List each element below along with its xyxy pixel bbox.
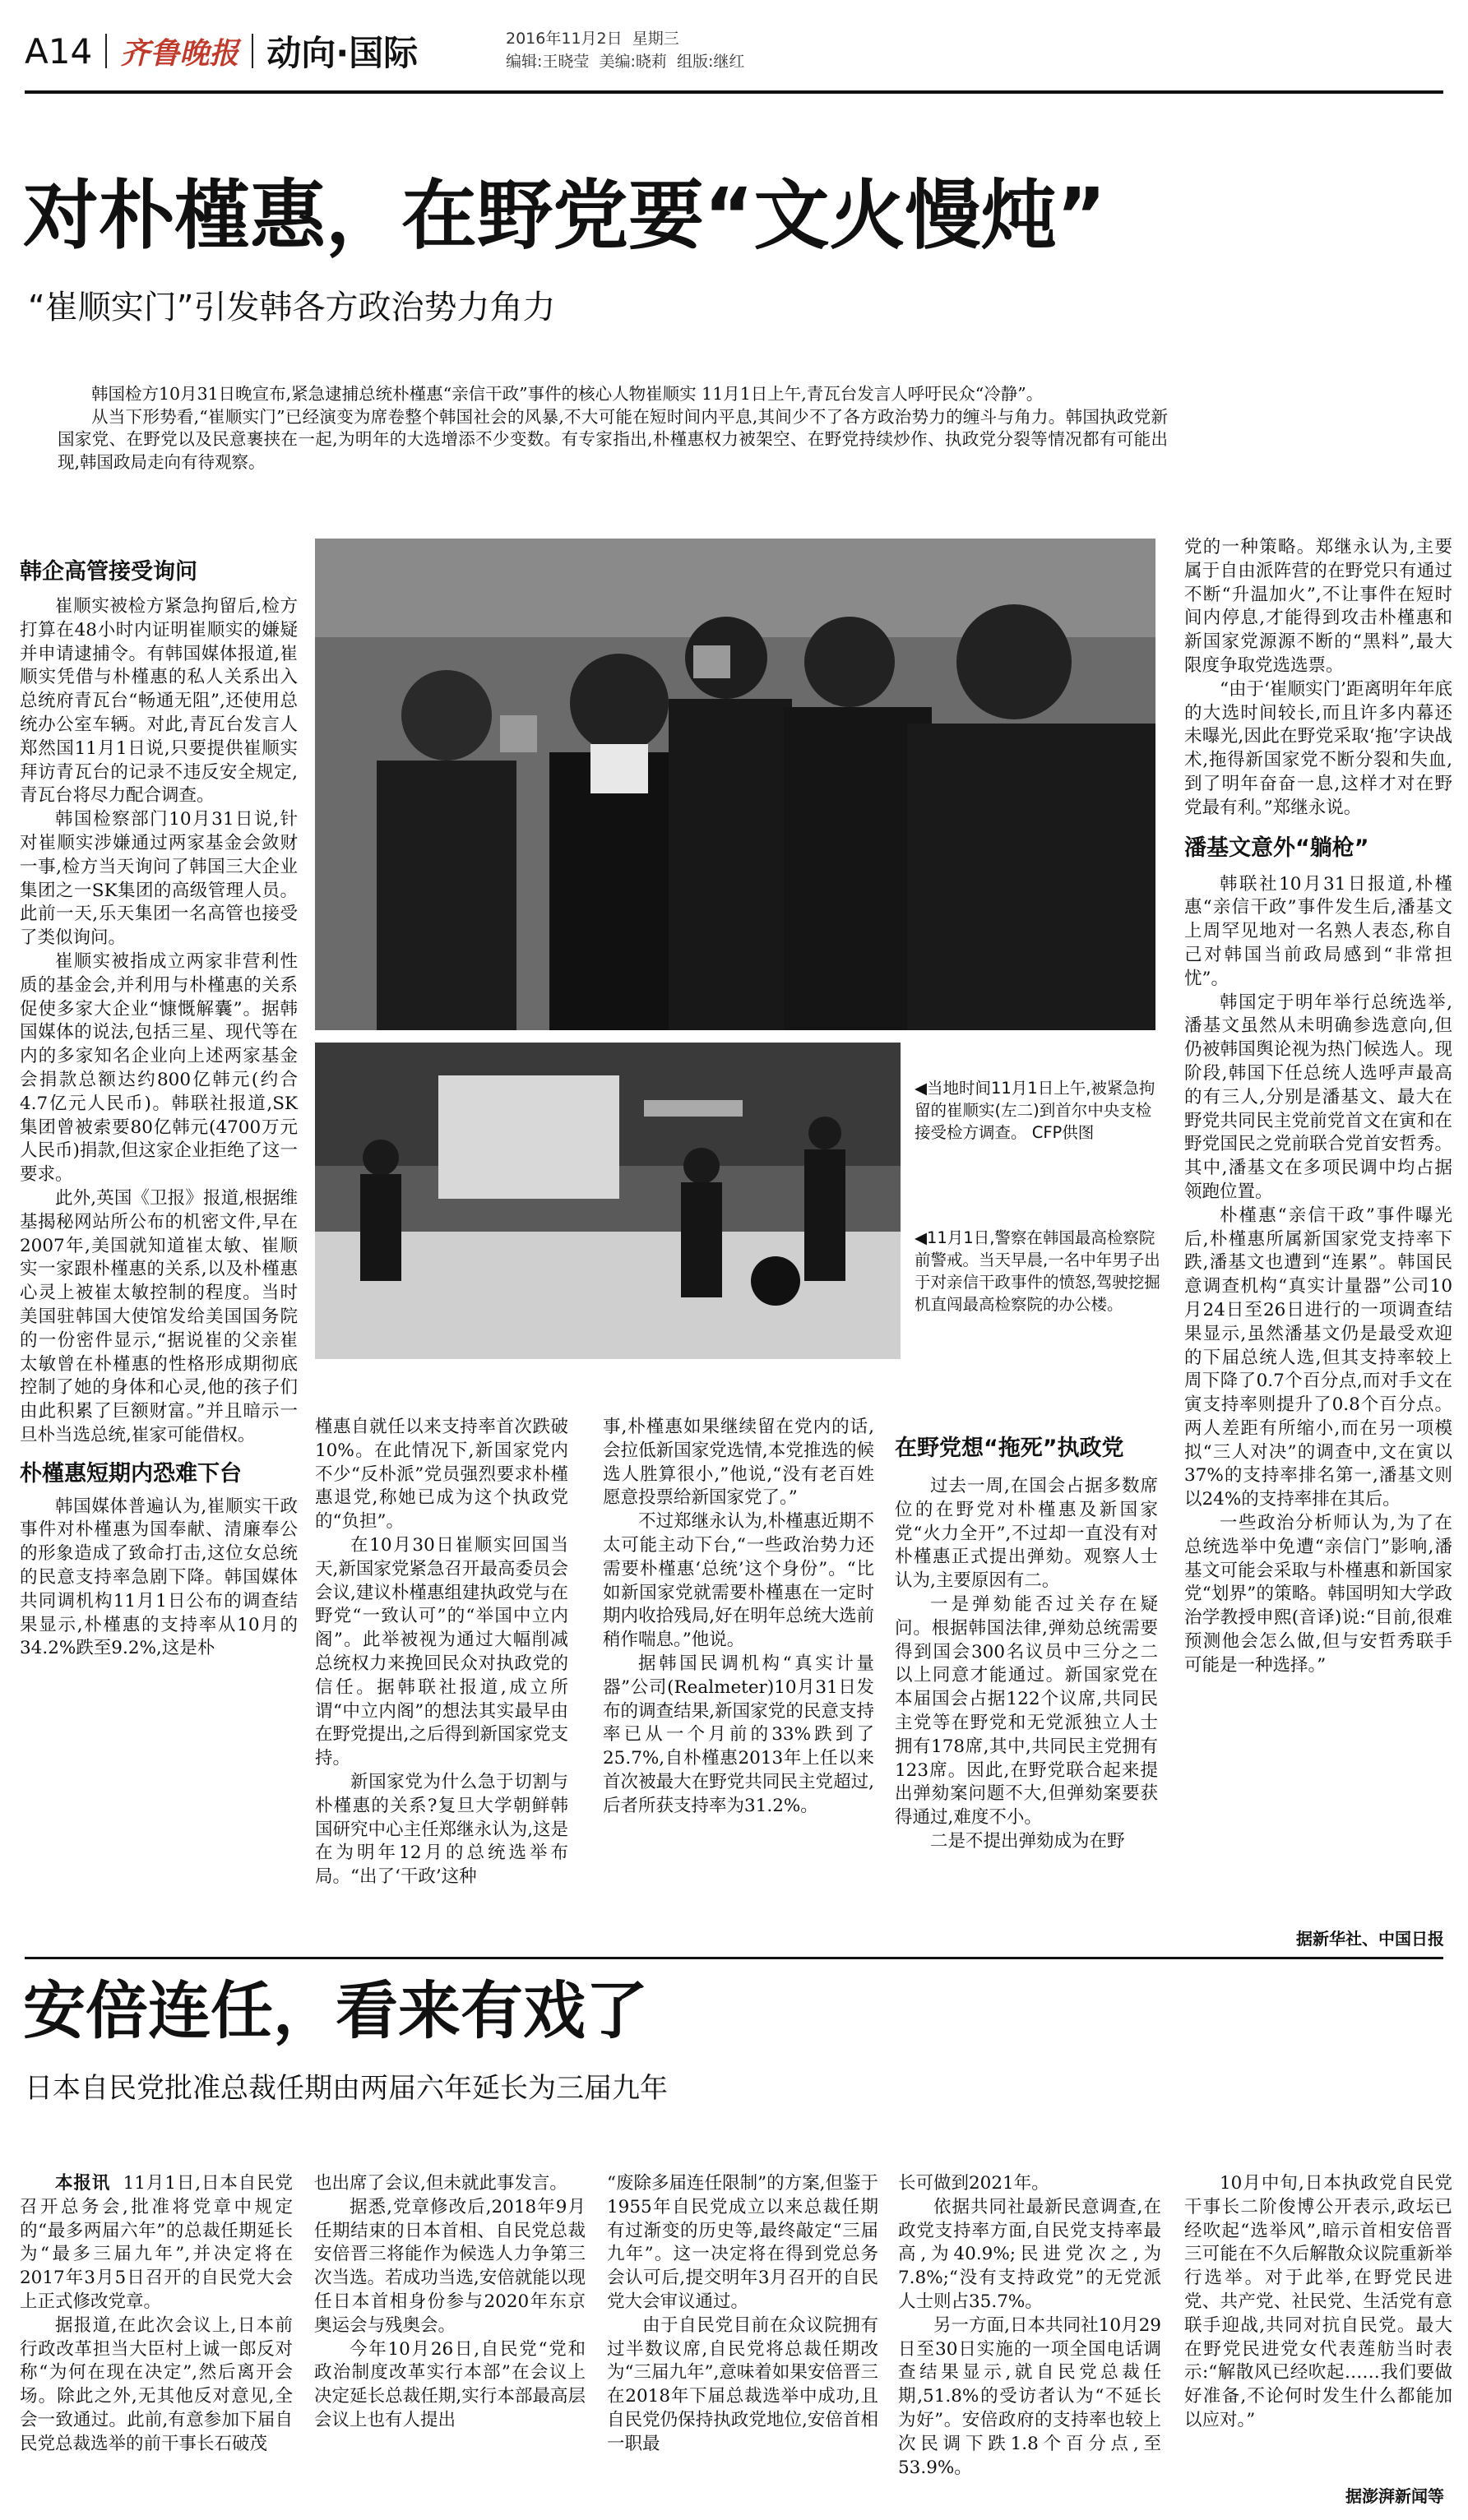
subheading: 在野党想“拖死”执政党 (895, 1436, 1124, 1461)
photo-arrest-image (315, 539, 1155, 1030)
header-rule (25, 90, 1443, 94)
source-credit: 据新华社、中国日报 (1296, 1929, 1444, 1949)
column-4: 在野党想“拖死”执政党 过去一周,在国会占据多数席位的在野党对朴槿惠及新国家党“火力全开”,不过却一直没有对朴槿惠正式提出弹劾。观察人士认为,主要原因有二。 一是弹劾能否过关存在疑问。根据韩国法律,弹劾总统需要得到国会300名议员中三分之二以上同意才能通过。新国家党在本届国会占据122个议席,共同民主党等在野党和无党派独立人士拥有178席,其中,共同民主党拥有123席。因此,在野党联合起来提出弹劾案问题不大,但弹劾案要获得通过,难度不小。 二是不提出弹劾成为在野 (895, 1432, 1158, 1854)
section-title: 动向·国际 (266, 33, 419, 73)
column-3: 事,朴槿惠如果继续留在党内的话,会拉低新国家党选情,本党推选的候选人胜算很小,”他说,“没有老百姓愿意投票给新国家党了。” 不过郑继永认为,朴槿惠近期不太可能主动下台,“一些政治势力还需要朴槿惠‘总统’这个身份”。“比如新国家党就需要朴槿惠在一定时期内收拾残局,好在明年总统大选前稍作喘息。”他说。 据韩国民调机构“真实计量器”公司(Realmeter)10月31日发布的调查结果,新国家党的民意支持率已从一个月前的33%跌到了25.7%,自朴槿惠2013年上任以来首次被最大在野党共同民主党超过,后者所获支持率为31.2%。 (603, 1417, 874, 1816)
column-2: 槿惠自就任以来支持率首次跌破10%。在此情况下,新国家党内不少“反朴派”党员强烈要求朴槿惠退党,称她已成为这个执政党的“负担”。 在10月30日崔顺实回国当天,新国家党紧急召开最高委员会会议,建议朴槿惠组建执政党与在野党“一致认可”的“举国中立内阁”。此举被视为通过大幅削减总统权力来挽回民众对执政党的信任。据韩联社报道,成立所谓“中立内阁”的想法其实最早由在野党提出,之后得到新国家党支持。 新国家党为什么急于切割与朴槿惠的关系?复旦大学朝鲜韩国研究中心主任郑继永认为,这是在为明年12月的总统选举布局。“出了‘干政’这种 (315, 1417, 568, 1888)
source-credit-2: 据澎湃新闻等 (1345, 2486, 1444, 2506)
headline-2: 安倍连任，看来有戏了 (23, 1974, 648, 2047)
issue-date: 2016年11月2日 星期三 (506, 30, 679, 48)
photo-caption-1: ◀当地时间11月1日上午,被紧急拘留的崔顺实(左二)到首尔中央支检接受检方调查。 CFP供图 (915, 1079, 1155, 1142)
photo-excavator-image (315, 1043, 901, 1359)
editor-credits: 编辑:王晓莹 美编:晓莉 组版:继红 (506, 53, 745, 71)
column-2-3: “废除多届连任限制”的方案,但鉴于1955年自民党成立以来总裁任期有过渐变的历史等,最终敲定“三届九年”。这一决定将在得到党总务会认可后,提交明年3月召开的自民党大会审议通过。 由于自民党目前在众议院拥有过半数议席,自民党将总裁任期改为“三届九年”,意味着如果安倍晋三在2018年下届总裁选举中成功,且自民党仍保持执政党地位,安倍首相一职最 (607, 2173, 878, 2454)
newspaper-logo: 齐鲁晚报 (120, 35, 239, 71)
divider (252, 34, 253, 68)
divider (105, 34, 107, 68)
column-2-1: 本报讯 11月1日,日本自民党召开总务会,批准将党章中规定的“最多两届六年”的总裁任期延长为“最多三届九年”,并决定将在2017年3月5日召开的自民党大会上正式修改党章。 据报道,在此次会议上,日本前行政改革担当大臣村上诚一郎反对称“为何在现在决定”,然后离开会场。除此之外,无其他反对意见,全会一致通过。此前,有意参加下届自民党总裁选举的前干事长石破茂 (20, 2173, 293, 2454)
story-intro: 韩国检方10月31日晚宣布,紧急逮捕总统朴槿惠“亲信干政”事件的核心人物崔顺实 11月1日上午,青瓦台发言人呼吁民众“冷静”。 从当下形势看,“崔顺实门”已经演变为席卷整个韩国社会的风暴,不大可能在短时间内平息,其间少不了各方政治势力的缠斗与角力。韩国执政党新国家党、在野党以及民意裹挟在一起,为明年的大选增添不少变数。有专家指出,朴槿惠权力被架空、在野党持续炒作、执政党分裂等情况都有可能出现,韩国政局走向有待观察。 (58, 384, 1168, 472)
subheading: 潘基文意外“躺枪” (1184, 835, 1369, 861)
page-number: A14 (25, 30, 93, 72)
subheading: 朴槿惠短期内恐难下台 (20, 1460, 242, 1487)
column-5: 党的一种策略。郑继永认为,主要属于自由派阵营的在野党只有通过不断“升温加火”,不让事件在短时间内停息,才能得到攻击朴槿惠和新国家党源源不断的“黑料”,最大限度争取党选选票。 “由于‘崔顺实门’距离明年年底的大选时间较长,而且许多内幕还未曝光,因此在野党采取‘拖’字诀战术,拖得新国家党不断分裂和失血,到了明年奋奋一息,这样才对在野党最有利。”郑继永说。 潘基文意外“躺枪” 韩联社10月31日报道,朴槿惠“亲信干政”事件发生后,潘基文上周罕见地对一名熟人表态,称自己对韩国当前政局感到“非常担忧”。 韩国定于明年举行总统选举,潘基文虽然从未明确参选意向,但仍被韩国舆论视为热门候选人。现阶段,韩国下任总统人选呼声最高的有三人,分别是潘基文、最大在野党共同民主党前党首文在寅和在野党国民之党前联合党首安哲秀。其中,潘基文在多项民调中均占据领跑位置。 朴槿惠“亲信干政”事件曝光后,朴槿惠所属新国家党支持率下跌,潘基文也遭到“连累”。韩国民意调查机构“真实计量器”公司10月24日至26日进行的一项调查结果显示,虽然潘基文仍是最受欢迎的下届总统人选,但其支持率较上周下降了0.7个百分点,而对手文在寅支持率则提升了0.8个百分点。两人差距有所缩小,而在另一项模拟“三人对决”的调查中,文在寅以37%的支持率排名第一,潘基文则以24%的支持率排在其后。 一些政治分析师认为,为了在总统选举中免遭“亲信门”影响,潘基文可能会采取与朴槿惠和新国家党“划界”的策略。韩国明知大学政治学教授申熙(音译)说:“目前,很难预测他会怎么做,但与安哲秀联手可能是一种选择。” (1184, 537, 1452, 1676)
story-divider (25, 1957, 1443, 1959)
byline: 本报讯 (55, 2173, 111, 2194)
photo-excavator (315, 1043, 901, 1359)
photo-arrest (315, 539, 1155, 1030)
column-1: 韩企高管接受询问 崔顺实被检方紧急拘留后,检方打算在48小时内证明崔顺实的嫌疑并申请逮捕令。有韩国媒体报道,崔顺实凭借与朴槿惠的私人关系出入总统府青瓦台“畅通无阻”,还使用总统办公室车辆。对此,青瓦台发言人郑然国11月1日说,只要提供崔顺实拜访青瓦台的记录不违反安全规定,青瓦台将尽力配合调查。 韩国检察部门10月31日说,针对崔顺实涉嫌通过两家基金会敛财一事,检方当天询问了韩国三大企业集团之一SK集团的高级管理人员。此前一天,乐天集团一名高管也接受了类似询问。 崔顺实被指成立两家非营利性质的基金会,并利用与朴槿惠的关系促使多家大企业“慷慨解囊”。据韩国媒体的说法,包括三星、现代等在内的多家知名企业向上述两家基金会捐款总额达约800亿韩元(约合4.7亿元人民币)。韩联社报道,SK集团曾被索要80亿韩元(4700万元人民币)捐款,但这家企业拒绝了这一要求。 此外,英国《卫报》报道,根据维基揭秘网站所公布的机密文件,早在2007年,美国就知道崔太敏、崔顺实一家跟朴槿惠的关系,以及朴槿惠心灵上被崔太敏控制的程度。当时美国驻韩国大使馆发给美国国务院的一份密件显示,“据说崔的父亲崔太敏曾在朴槿惠的性格形成期彻底控制了她的身体和心灵,他的孩子们由此积累了巨额财富。”并且暗示一旦朴当选总统,崔家可能借权。 朴槿惠短期内恐难下台 韩国媒体普遍认为,崔顺实干政事件对朴槿惠为国奉献、清廉奉公的形象造成了致命打击,这位女总统的民意支持率急剧下降。韩国媒体共同调机构11月1日公布的调查结果显示,朴槿惠的支持率从10月的34.2%跌至9.2%,这是朴 (20, 556, 298, 1661)
subheadline: “崔顺实门”引发韩各方政治势力角力 (28, 289, 556, 326)
headline: 对朴槿惠，在野党要“文火慢炖” (23, 172, 1106, 260)
photo-caption-2: ◀11月1日,警察在韩国最高检察院前警戒。当天早晨,一名中年男子出于对亲信干政事件的愤怒,驾驶挖掘机直闯最高检察院的办公楼。 (915, 1228, 1160, 1314)
column-2-4: 长可做到2021年。 依据共同社最新民意调查,在政党支持率方面,自民党支持率最高,为40.9%;民进党次之,为7.8%;“没有支持政党”的无党派人士则占35.7%。 另一方面,日本共同社10月29日至30日实施的一项全国电话调查结果显示,就自民党总裁任期,51.8%的受访者认为“不延长为好”。安倍政府的支持率也较上次民调下跌1.8个百分点,至53.9%。 (898, 2173, 1161, 2478)
subheading: 韩企高管接受询问 (20, 559, 197, 585)
masthead (25, 25, 418, 77)
column-2-2: 也出席了会议,但未就此事发言。 据悉,党章修改后,2018年9月任期结束的日本首相、自民党总裁安倍晋三将能作为候选人力争第三次当选。若成功当选,安倍就能以现任日本首相身份参与2020年东京奥运会与残奥会。 今年10月26日,自民党“党和政治制度改革实行本部”在会议上决定延长总裁任期,实行本部最高层会议上也有人提出 (314, 2173, 586, 2430)
column-2-5: 10月中旬,日本执政党自民党干事长二阶俊博公开表示,政坛已经吹起“选举风”,暗示首相安倍晋三可能在不久后解散众议院重新举行选举。对于此举,在野党民进党、共产党、社民党、生活党有意联手迎战,共同对抗自民党。最大在野党民进党女代表莲舫当时表示:“解散风已经吹起……我们要做好准备,不论何时发生什么都能加以应对。” (1184, 2173, 1452, 2430)
subheadline-2: 日本自民党批准总裁任期由两届六年延长为三届九年 (25, 2072, 668, 2105)
